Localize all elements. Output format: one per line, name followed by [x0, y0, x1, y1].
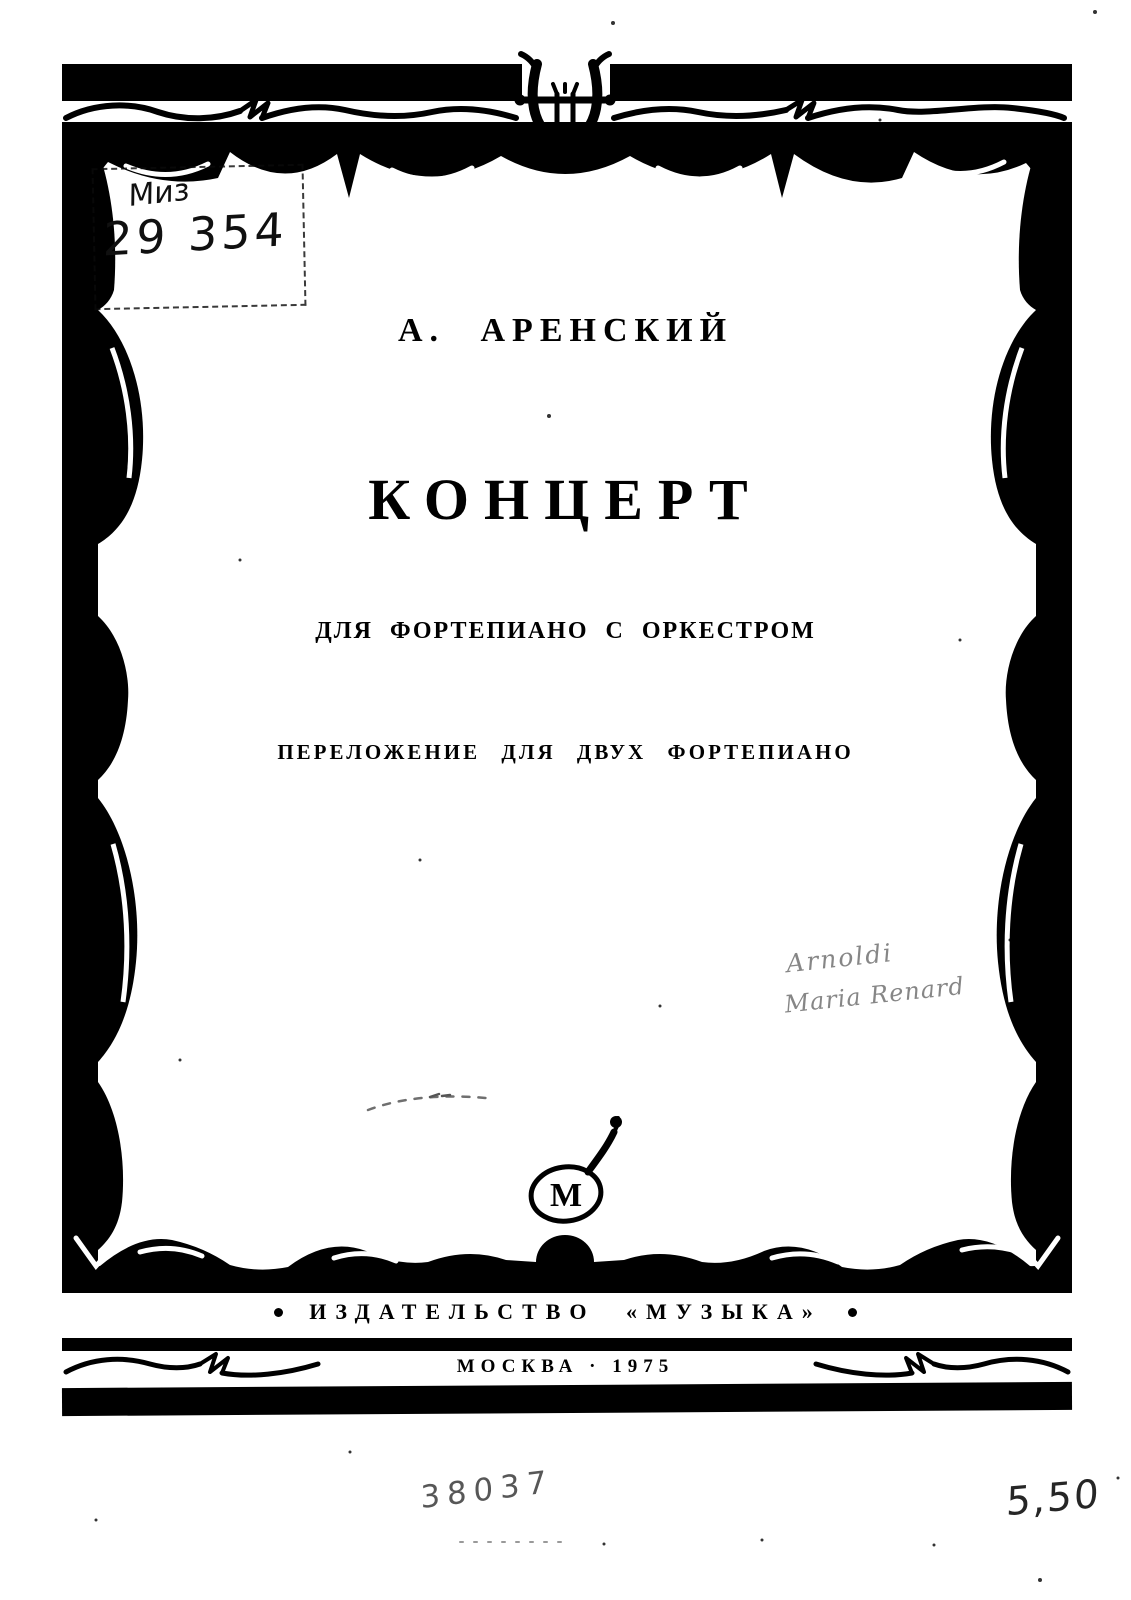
work-title: КОНЦЕРТ — [368, 467, 763, 532]
inscription-line1: Arnoldi — [784, 938, 895, 979]
library-stamp — [92, 164, 307, 310]
publisher-name: ИЗДАТЕЛЬСТВО «МУЗЫКА» — [309, 1299, 822, 1324]
author-name: А. АРЕНСКИЙ — [397, 312, 734, 349]
inscription-line2: Maria Renard — [783, 971, 966, 1019]
frame-bottom-scallops — [62, 1212, 1072, 1293]
frame-right-border — [991, 122, 1072, 1293]
top-band — [62, 64, 1072, 101]
muzyka-publisher-logo-icon — [528, 1116, 622, 1226]
thin-rule — [62, 1338, 1072, 1351]
separator-dot-icon — [848, 1308, 857, 1317]
work-subtitle: ДЛЯ ФОРТЕПИАНО С ОРКЕСТРОМ — [315, 618, 816, 644]
logo-letter: М — [549, 1177, 583, 1214]
arrangement-note: ПЕРЕЛОЖЕНИЕ ДЛЯ ДВУХ ФОРТЕПИАНО — [277, 740, 854, 764]
stamp-inventory-number: 29 354 — [102, 202, 289, 267]
handwritten-price: 5,50 — [1005, 1471, 1102, 1526]
publisher-imprint — [0, 1299, 1131, 1325]
city-and-year: МОСКВА · 1975 — [456, 1356, 675, 1377]
stamp-shelf-mark: Миз — [128, 172, 190, 215]
handwritten-inventory-number: 38037 — [419, 1463, 554, 1517]
separator-dot-icon — [274, 1308, 283, 1317]
thick-rule — [62, 1382, 1072, 1416]
